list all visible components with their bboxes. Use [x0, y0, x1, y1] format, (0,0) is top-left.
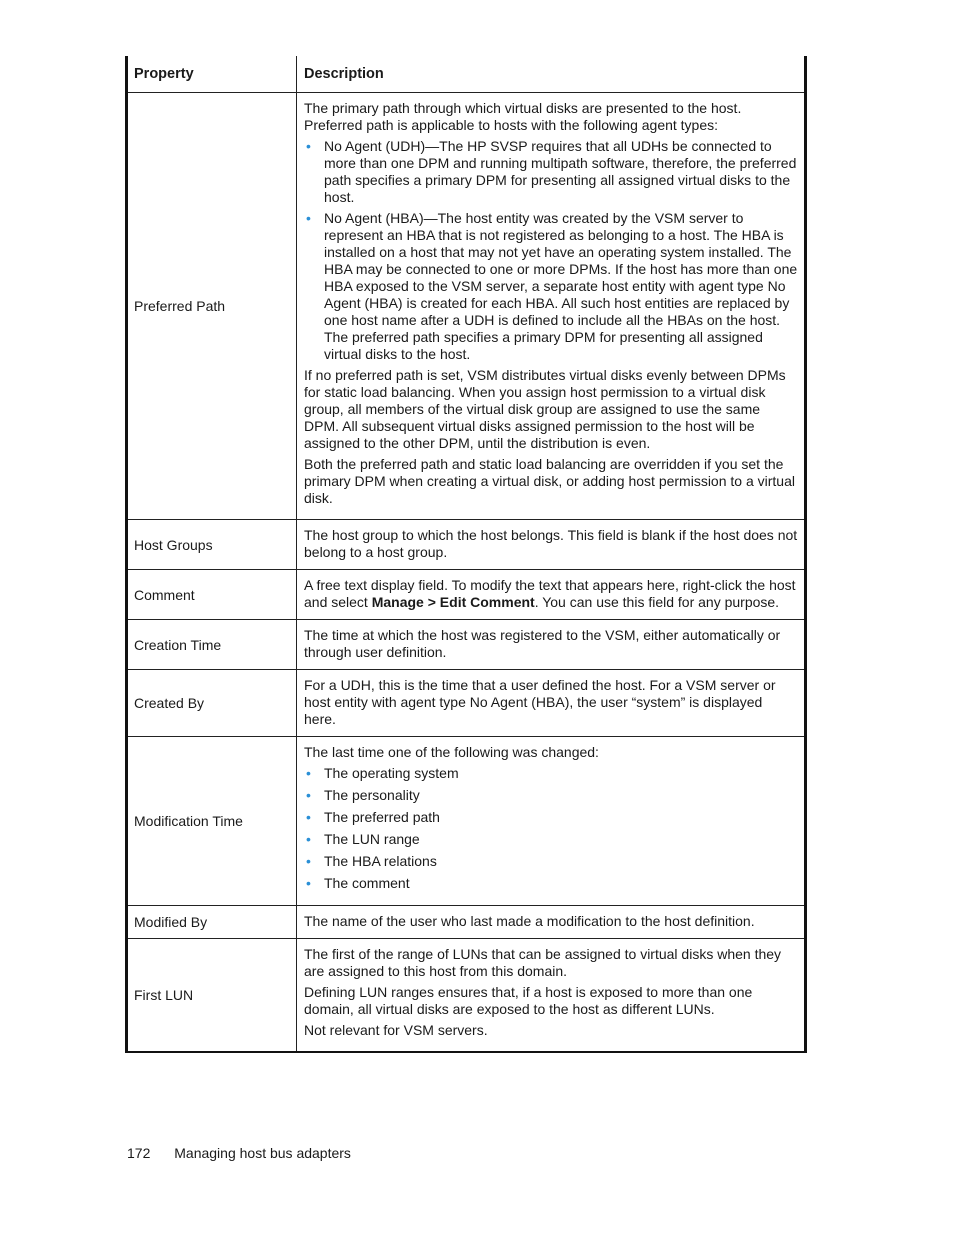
property-cell: Created By: [128, 670, 297, 736]
bullet-icon: •: [306, 210, 311, 226]
bullet-list: [304, 138, 798, 363]
table-row: [128, 93, 804, 520]
property-cell: First LUN: [128, 939, 297, 1051]
description-text: Both the preferred path and static load balancing are overridden if you set the primary DPM when creating a virtual disk, or adding host permission to a virtual disk.: [304, 456, 795, 506]
table-row: [128, 939, 804, 1051]
list-item: • No Agent (UDH)—The HP SVSP requires that all UDHs be connected to more than one DPM and running multipath software, therefore, the preferred path specifies a primary DPM for presenting all assigned virtual disks to the host.: [306, 138, 797, 205]
page-footer: [127, 1145, 351, 1161]
property-cell: Preferred Path: [128, 93, 297, 519]
header-property: Property: [128, 56, 297, 92]
table-row: [128, 906, 804, 939]
description-cell: [297, 939, 804, 1051]
bullet-list: [304, 765, 798, 892]
table-row: [128, 520, 804, 570]
bullet-icon: •: [306, 787, 311, 803]
menu-path: Manage > Edit Comment: [371, 594, 535, 610]
description-cell: [297, 93, 804, 519]
list-item: • The LUN range: [306, 831, 420, 847]
page-number: 172: [127, 1145, 151, 1161]
bullet-icon: •: [306, 875, 311, 891]
description-text: Not relevant for VSM servers.: [304, 1022, 488, 1038]
list-item: • No Agent (HBA)—The host entity was created by the VSM server to represent an HBA that is not registered as belonging to a host. The HBA is installed on a host that may not yet have an operating system installed. The HBA may be connected to one or more DPMs. If the host has more than one HBA exposed to the VSM server, a separate host entity with agent type No Agent (HBA) is created for each HBA. All such host entities are replaced by one host name after a UDH is defined to include all the HBAs on the host. The preferred path specifies a primary DPM for presenting all assigned virtual disks to the host.: [306, 210, 798, 362]
description-text: The primary path through which virtual disks are presented to the host. Preferred path is applicable to hosts with the following agent types:: [304, 100, 742, 133]
property-cell: Modification Time: [128, 737, 297, 905]
list-item: • The comment: [306, 875, 410, 891]
description-text: Defining LUN ranges ensures that, if a host is exposed to more than one domain, all virtual disks are exposed to the host as different LUNs.: [304, 984, 753, 1017]
list-item: • The preferred path: [306, 809, 440, 825]
list-item: • The operating system: [306, 765, 459, 781]
description-cell: The time at which the host was registered to the VSM, either automatically or through user definition.: [304, 627, 781, 660]
property-cell: Modified By: [128, 906, 297, 938]
list-item: • The personality: [306, 787, 420, 803]
bullet-icon: •: [306, 831, 311, 847]
list-item: • The HBA relations: [306, 853, 437, 869]
description-text: The last time one of the following was changed:: [304, 744, 599, 760]
section-title: Managing host bus adapters: [174, 1145, 351, 1161]
property-cell: Host Groups: [128, 520, 297, 569]
bullet-icon: •: [306, 853, 311, 869]
description-cell: The host group to which the host belongs. This field is blank if the host does not belong to a host group.: [304, 527, 798, 560]
table-row: [128, 737, 804, 906]
bullet-icon: •: [306, 765, 311, 781]
description-cell: A free text display field. To modify the text that appears here, right-click the host and select Manage > Edit Comment. You can use this field for any purpose.: [304, 577, 796, 610]
property-cell: Comment: [128, 570, 297, 619]
description-cell: For a UDH, this is the time that a user defined the host. For a VSM server or host entity with agent type No Agent (HBA), the user “system” is displayed here.: [304, 677, 776, 727]
description-cell: The name of the user who last made a modification to the host definition.: [304, 913, 755, 929]
header-description: Description: [304, 65, 384, 82]
description-cell: [297, 737, 804, 905]
table-row: [128, 620, 804, 670]
table-row: [128, 670, 804, 737]
table-header-row: [128, 56, 804, 93]
bullet-icon: •: [306, 809, 311, 825]
property-cell: Creation Time: [128, 620, 297, 669]
description-text: The first of the range of LUNs that can be assigned to virtual disks when they are assigned to this host from this domain.: [304, 946, 782, 979]
description-text: If no preferred path is set, VSM distributes virtual disks evenly between DPMs for static load balancing. When you assign host permission to a virtual disk group, all members of the virtual disk group are assigned to use the same DPM. All subsequent virtual disks assigned permission to the host will be assigned to the other DPM, until the distribution is even.: [304, 367, 786, 451]
host-properties-table: [125, 56, 807, 1053]
table-row: [128, 570, 804, 620]
bullet-icon: •: [306, 138, 311, 154]
